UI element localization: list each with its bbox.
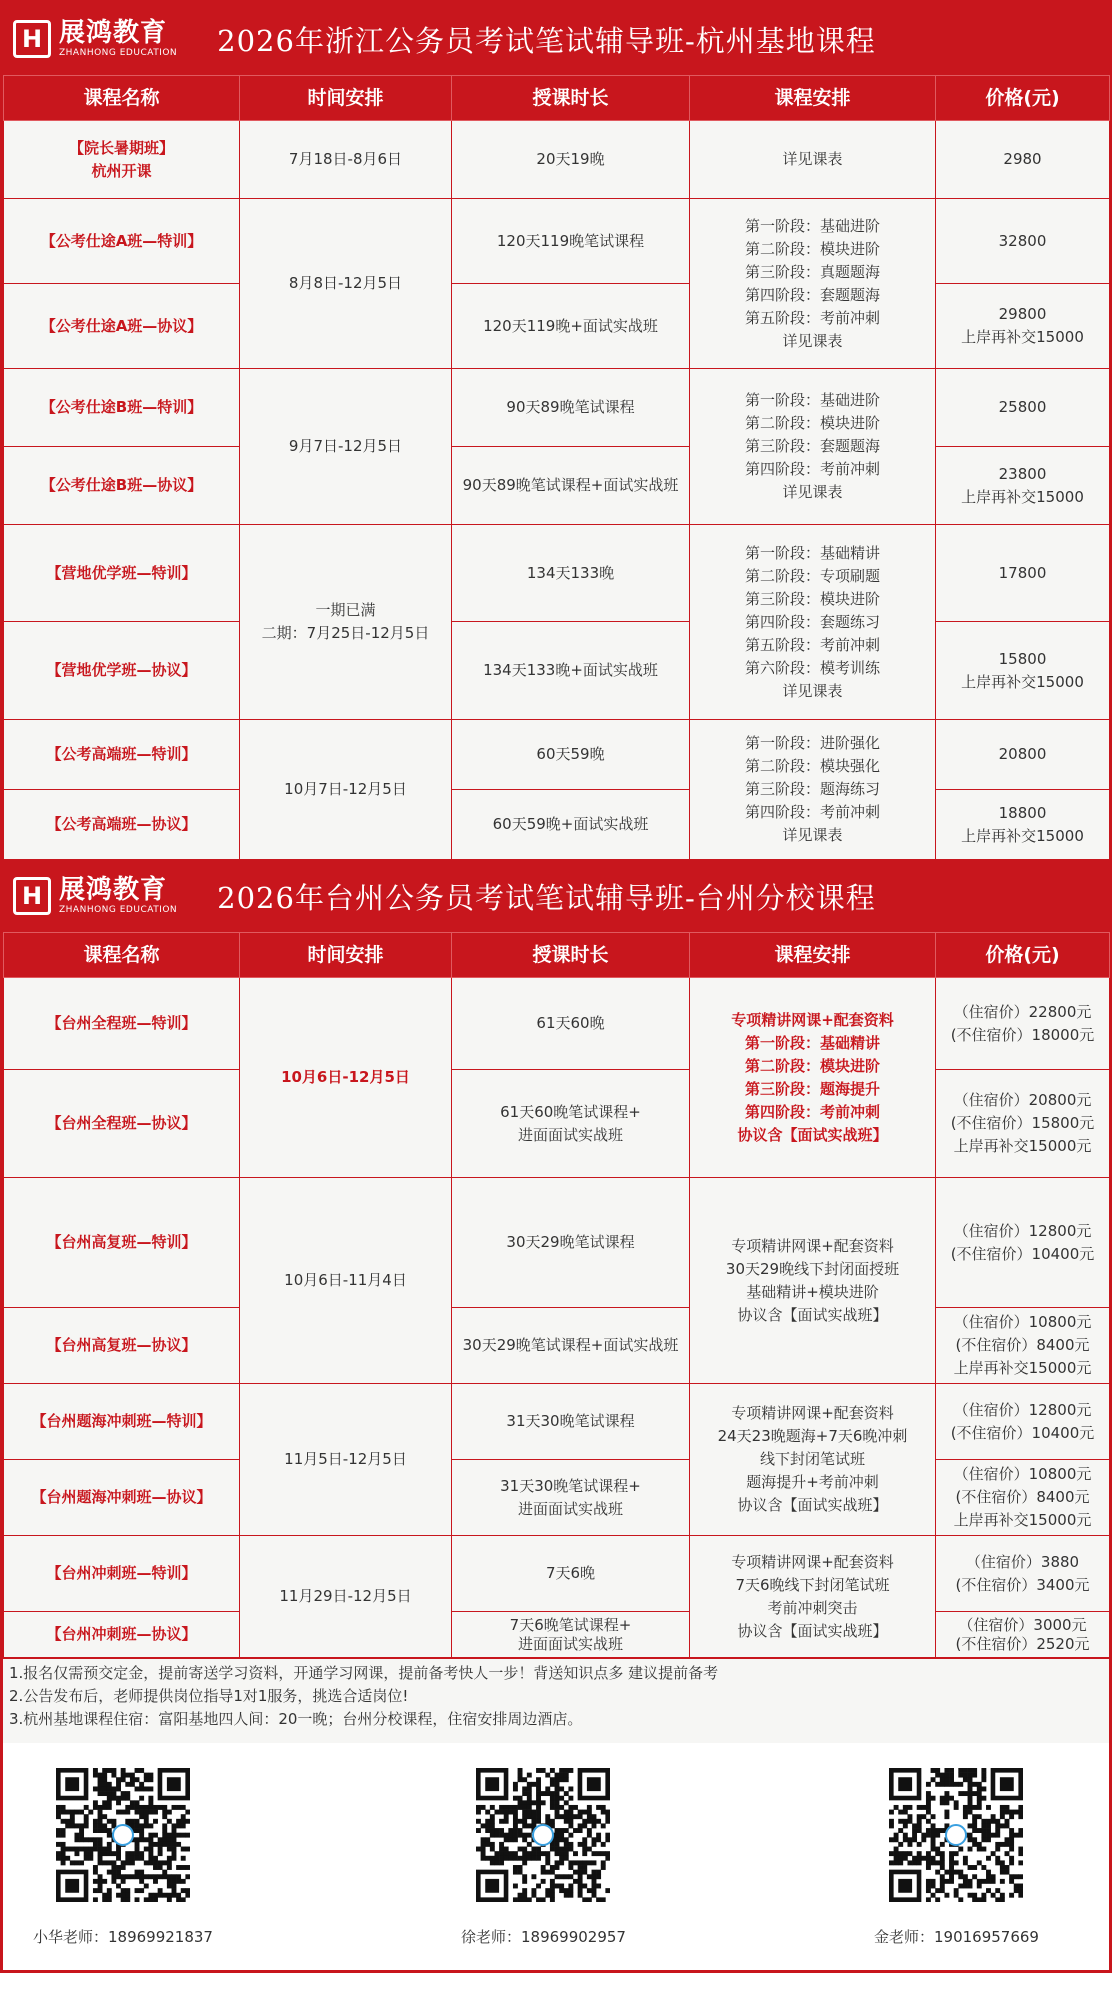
course-duration: 30天29晚笔试课程: [452, 1178, 690, 1308]
course-price: 29800 上岸再补交15000: [936, 284, 1110, 369]
course-name: 【台州全程班—协议】: [4, 1070, 240, 1178]
brand-logo: [13, 876, 177, 916]
course-duration: 61天60晚: [452, 978, 690, 1070]
table-row: [4, 622, 1110, 720]
course-name: 【台州题海冲刺班—协议】: [4, 1460, 240, 1536]
taizhou-title-bar: [3, 860, 1109, 932]
notes-section: [3, 1658, 1109, 1743]
course-time: 10月7日-12月5日: [240, 720, 452, 860]
course-name: 【院长暑期班】 杭州开课: [4, 121, 240, 199]
course-duration: 7天6晚笔试课程+ 进面面试实战班: [452, 1612, 690, 1658]
table-row: [4, 369, 1110, 447]
course-price: （住宿价）12800元 (不住宿价）10400元: [936, 1178, 1110, 1308]
header-course-name: 课程名称: [4, 76, 240, 121]
course-plan: 专项精讲网课+配套资料 7天6晚线下封闭笔试班 考前冲刺突击 协议含【面试实战班】: [690, 1536, 936, 1658]
course-name: 【公考仕途B班—协议】: [4, 447, 240, 525]
table-row: [4, 284, 1110, 369]
brand-logo: [13, 19, 177, 59]
table-row: [4, 720, 1110, 790]
course-duration: 31天30晚笔试课程+ 进面面试实战班: [452, 1460, 690, 1536]
course-duration: 134天133晚: [452, 525, 690, 622]
contact-label: 金老师：19016957669: [874, 1928, 1039, 1946]
table-header-row: [4, 933, 1110, 978]
header-schedule: 时间安排: [240, 933, 452, 978]
taizhou-course-table: [3, 932, 1110, 1658]
course-price: （住宿价）3000元 (不住宿价）2520元: [936, 1612, 1110, 1658]
table-row: [4, 447, 1110, 525]
logo-mark-icon: H: [13, 20, 51, 58]
course-duration: 120天119晚笔试课程: [452, 199, 690, 284]
course-name: 【公考仕途A班—特训】: [4, 199, 240, 284]
table-row: [4, 1384, 1110, 1460]
hangzhou-title: 2026年浙江公务员考试笔试辅导班-杭州基地课程: [217, 23, 876, 58]
course-name: 【营地优学班—特训】: [4, 525, 240, 622]
course-name: 【公考仕途B班—特训】: [4, 369, 240, 447]
course-duration: 60天59晚: [452, 720, 690, 790]
course-plan: 第一阶段：基础进阶 第二阶段：模块进阶 第三阶段：套题题海 第四阶段：考前冲刺 详见课表: [690, 369, 936, 525]
contact-label: 小华老师：18969921837: [33, 1928, 213, 1946]
contact-card: [461, 1768, 626, 1998]
course-name: 【台州高复班—协议】: [4, 1308, 240, 1384]
logo-mark-icon: H: [13, 877, 51, 915]
note-line: 1.报名仅需预交定金，提前寄送学习资料，开通学习网课，提前备考快人一步！背送知识点多 建议提前备考: [9, 1664, 719, 1682]
course-plan: 第一阶段：基础精讲 第二阶段：专项刷题 第三阶段：模块进阶 第四阶段：套题练习 第五阶段：考前冲刺 第六阶段：模考训练 详见课表: [690, 525, 936, 720]
course-price: （住宿价）22800元 (不住宿价）18000元: [936, 978, 1110, 1070]
logo-name-cn: 展鸿教育: [59, 875, 168, 905]
course-name: 【公考仕途A班—协议】: [4, 284, 240, 369]
course-plan: 第一阶段：基础进阶 第二阶段：模块进阶 第三阶段：真题题海 第四阶段：套题题海 第五阶段：考前冲刺 详见课表: [690, 199, 936, 369]
taizhou-title: 2026年台州公务员考试笔试辅导班-台州分校课程: [217, 880, 876, 915]
course-time: 一期已满 二期：7月25日-12月5日: [240, 525, 452, 720]
table-header-row: [4, 76, 1110, 121]
course-price: 20800: [936, 720, 1110, 790]
course-time: 10月6日-12月5日: [240, 978, 452, 1178]
course-name: 【公考高端班—特训】: [4, 720, 240, 790]
course-price: （住宿价）10800元 (不住宿价）8400元 上岸再补交15000元: [936, 1308, 1110, 1384]
course-name: 【台州冲刺班—特训】: [4, 1536, 240, 1612]
course-plan: 专项精讲网课+配套资料 第一阶段：基础精讲 第二阶段：模块进阶 第三阶段：题海提升 第四阶段：考前冲刺 协议含【面试实战班】: [690, 978, 936, 1178]
course-duration: 134天133晚+面试实战班: [452, 622, 690, 720]
course-name: 【台州全程班—特训】: [4, 978, 240, 1070]
table-row: [4, 1460, 1110, 1536]
header-duration: 授课时长: [452, 76, 690, 121]
course-duration: 20天19晚: [452, 121, 690, 199]
contact-label: 徐老师：18969902957: [461, 1928, 626, 1946]
course-price: （住宿价）12800元 (不住宿价）10400元: [936, 1384, 1110, 1460]
course-duration: 7天6晚: [452, 1536, 690, 1612]
course-price: 32800: [936, 199, 1110, 284]
course-name: 【台州高复班—特训】: [4, 1178, 240, 1308]
course-price: 23800 上岸再补交15000: [936, 447, 1110, 525]
course-price: 18800 上岸再补交15000: [936, 790, 1110, 860]
qr-code-icon[interactable]: [476, 1768, 610, 1902]
header-plan: 课程安排: [690, 933, 936, 978]
header-course-name: 课程名称: [4, 933, 240, 978]
course-plan: 专项精讲网课+配套资料 30天29晚线下封闭面授班 基础精讲+模块进阶 协议含【面试实战班】: [690, 1178, 936, 1384]
hangzhou-title-bar: [3, 3, 1109, 75]
table-row: [4, 1070, 1110, 1178]
course-duration: 120天119晚+面试实战班: [452, 284, 690, 369]
header-price: 价格(元): [936, 76, 1110, 121]
note-line: 3.杭州基地课程住宿：富阳基地四人间：20一晚；台州分校课程，住宿安排周边酒店。: [9, 1710, 583, 1728]
course-name: 【台州题海冲刺班—特训】: [4, 1384, 240, 1460]
course-name: 【营地优学班—协议】: [4, 622, 240, 720]
course-duration: 31天30晚笔试课程: [452, 1384, 690, 1460]
table-row: [4, 1178, 1110, 1308]
course-price: （住宿价）20800元 (不住宿价）15800元 上岸再补交15000元: [936, 1070, 1110, 1178]
qr-code-icon[interactable]: [56, 1768, 190, 1902]
course-price: 2980: [936, 121, 1110, 199]
table-row: [4, 121, 1110, 199]
logo-name-cn: 展鸿教育: [59, 18, 168, 48]
table-row: [4, 525, 1110, 622]
table-row: [4, 1612, 1110, 1658]
table-row: [4, 978, 1110, 1070]
table-row: [4, 199, 1110, 284]
course-time: 11月5日-12月5日: [240, 1384, 452, 1536]
course-time: 11月29日-12月5日: [240, 1536, 452, 1658]
contact-card: [33, 1768, 213, 1998]
course-price: 15800 上岸再补交15000: [936, 622, 1110, 720]
course-time: 10月6日-11月4日: [240, 1178, 452, 1384]
course-time: 8月8日-12月5日: [240, 199, 452, 369]
course-duration: 90天89晚笔试课程: [452, 369, 690, 447]
header-schedule: 时间安排: [240, 76, 452, 121]
course-plan: 专项精讲网课+配套资料 24天23晚题海+7天6晚冲刺 线下封闭笔试班 题海提升+考前冲刺 协议含【面试实战班】: [690, 1384, 936, 1536]
course-duration: 30天29晚笔试课程+面试实战班: [452, 1308, 690, 1384]
course-price: 25800: [936, 369, 1110, 447]
course-name: 【公考高端班—协议】: [4, 790, 240, 860]
header-duration: 授课时长: [452, 933, 690, 978]
table-row: [4, 1536, 1110, 1612]
contact-card: [874, 1768, 1039, 1998]
logo-name-en: ZHANHONG EDUCATION: [59, 48, 178, 58]
note-line: 2.公告发布后，老师提供岗位指导1对1服务，挑选合适岗位!: [9, 1687, 409, 1705]
course-duration: 61天60晚笔试课程+ 进面面试实战班: [452, 1070, 690, 1178]
course-price: 17800: [936, 525, 1110, 622]
table-row: [4, 790, 1110, 860]
course-duration: 90天89晚笔试课程+面试实战班: [452, 447, 690, 525]
table-row: [4, 1308, 1110, 1384]
header-price: 价格(元): [936, 933, 1110, 978]
course-price: （住宿价）3880 (不住宿价）3400元: [936, 1536, 1110, 1612]
qr-code-icon[interactable]: [889, 1768, 1023, 1902]
course-duration: 60天59晚+面试实战班: [452, 790, 690, 860]
course-time: 7月18日-8月6日: [240, 121, 452, 199]
course-plan: 第一阶段：进阶强化 第二阶段：模块强化 第三阶段：题海练习 第四阶段：考前冲刺 详见课表: [690, 720, 936, 860]
course-time: 9月7日-12月5日: [240, 369, 452, 525]
contacts-area: [3, 1743, 1109, 1998]
course-name: 【台州冲刺班—协议】: [4, 1612, 240, 1658]
hangzhou-course-table: [3, 75, 1110, 860]
logo-name-en: ZHANHONG EDUCATION: [59, 905, 178, 915]
header-plan: 课程安排: [690, 76, 936, 121]
course-price: （住宿价）10800元 (不住宿价）8400元 上岸再补交15000元: [936, 1460, 1110, 1536]
course-plan: 详见课表: [690, 121, 936, 199]
